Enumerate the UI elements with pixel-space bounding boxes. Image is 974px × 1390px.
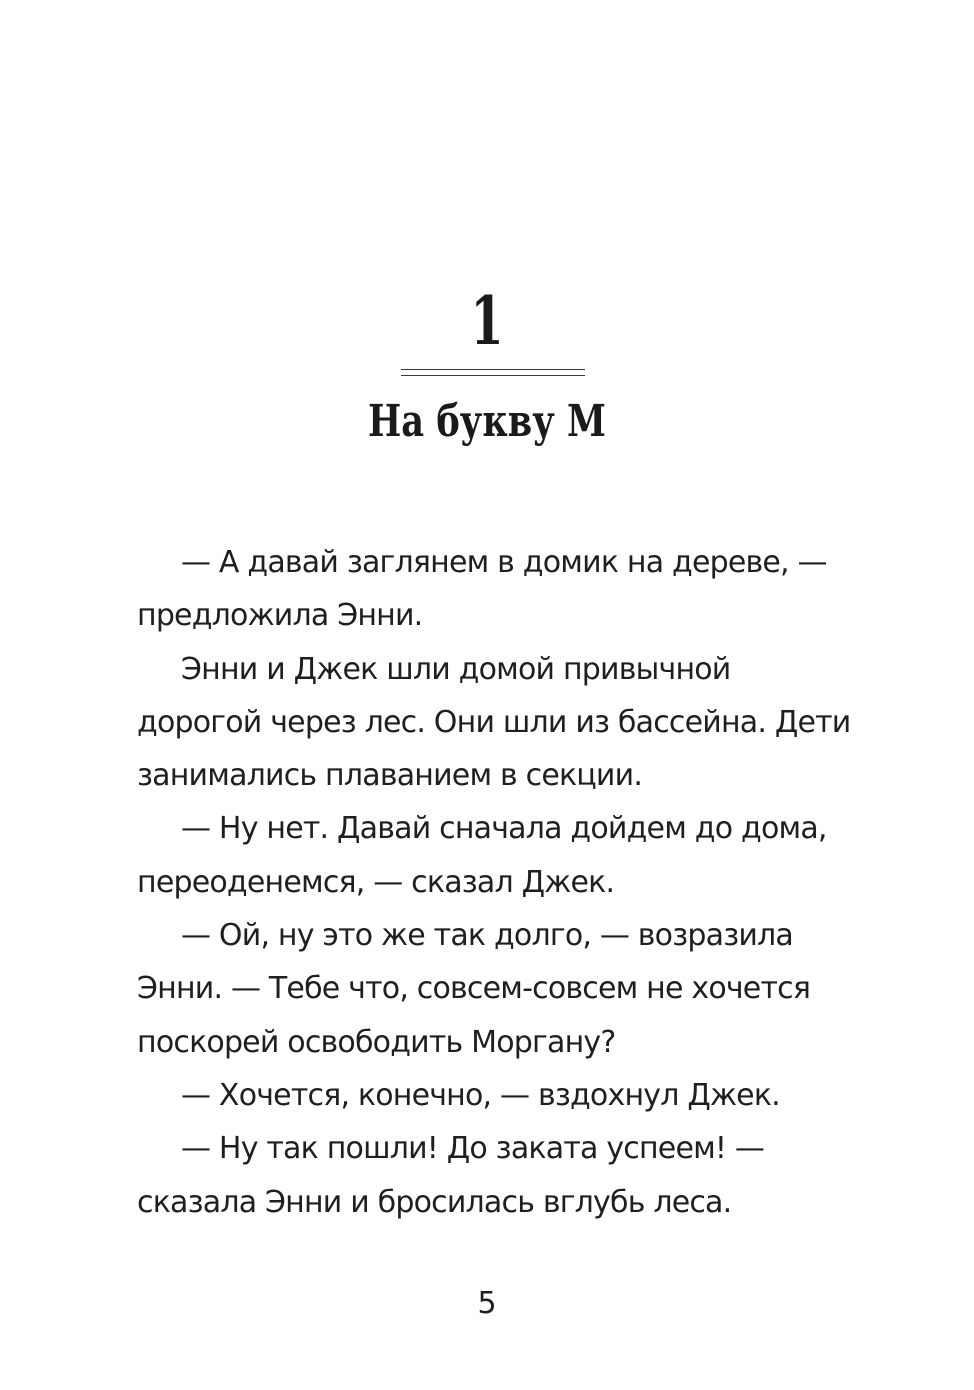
paragraph: Энни и Джек шли домой привычной дорогой через лес. Они шли из бассейна. Дети занимались плаванием в секции. xyxy=(137,651,851,794)
chapter-number: 1 xyxy=(470,282,504,360)
paragraph: — Ой, ну это же так долго, — возразила Энни. — Тебе что, совсем-совсем не хочется поскорей освободить Моргану? xyxy=(137,918,811,1060)
paragraph: — Ну так пошли! До заката успеем! — сказала Энни и бросилась вглубь леса. xyxy=(137,1131,765,1220)
paragraph: — Ну нет. Давай сначала дойдем до дома, переоденемся, — сказал Джек. xyxy=(137,811,827,900)
chapter-divider xyxy=(401,367,585,377)
page-number: 5 xyxy=(477,1286,497,1321)
chapter-body xyxy=(137,536,857,1229)
divider-line-bottom xyxy=(401,375,585,376)
paragraph: — А давай заглянем в домик на дереве, — предложила Энни. xyxy=(137,545,827,634)
paragraph: — Хочется, конечно, — вздохнул Джек. xyxy=(181,1077,780,1113)
divider-line-top xyxy=(401,369,585,370)
chapter-title: На букву М xyxy=(368,396,606,447)
